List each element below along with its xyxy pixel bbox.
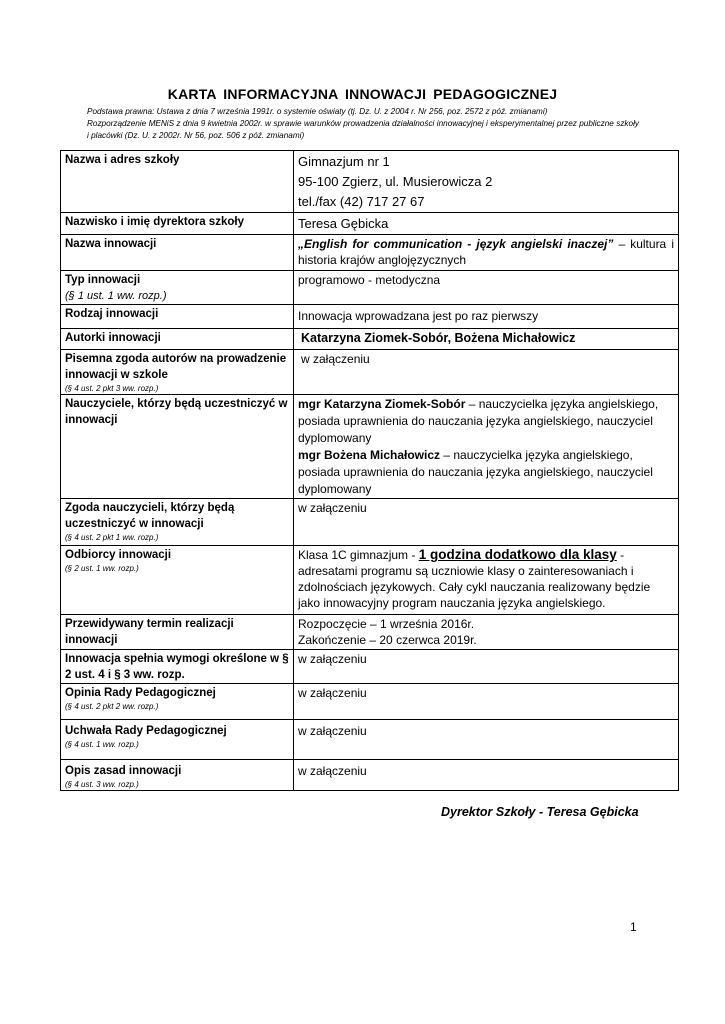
consent-authors-note: (§ 4 ust. 2 pkt 3 ww. rozp.) [65, 384, 159, 393]
value-teachers [294, 395, 679, 499]
teacher-1-name: mgr Katarzyna Ziomek-Sobór [298, 397, 466, 411]
row-consent-teachers [61, 499, 679, 546]
row-resolution [61, 720, 679, 760]
row-teachers [61, 395, 679, 499]
label-teachers: Nauczyciele, którzy będą uczestniczyć w innowacji [61, 395, 294, 499]
school-address: 95-100 Zgierz, ul. Musierowicza 2 [298, 174, 493, 189]
label-authors: Autorki innowacji [61, 329, 294, 350]
label-director: Nazwisko i imię dyrektora szkoły [61, 213, 294, 235]
consent-authors-label-text: Pisemna zgoda autorów na prowadzenie innowacji w szkole [65, 353, 287, 381]
innovation-title: „English for communication - język angielski inaczej” [298, 237, 614, 251]
type-note: (§ 1 ust. 1 ww. rozp.) [65, 290, 167, 302]
row-school [61, 151, 679, 213]
value-resolution: w załączeniu [294, 720, 679, 760]
row-authors [61, 329, 679, 350]
row-schedule [61, 615, 679, 650]
teacher-1 [298, 396, 674, 447]
row-innovation-name [61, 235, 679, 271]
value-type: programowo - metodyczna [294, 271, 679, 305]
value-kind: Innowacja wprowadzana jest po raz pierwszy [294, 305, 679, 329]
innovation-card-table [60, 150, 679, 791]
label-school: Nazwa i adres szkoły [61, 151, 294, 213]
label-principles [61, 760, 294, 791]
recipients-label-text: Odbiorcy innowacji [65, 549, 172, 561]
recipients-note: (§ 2 ust. 1 ww. rozp.) [65, 564, 139, 573]
schedule-end: Zakończenie – 20 czerwca 2019r. [298, 633, 477, 647]
row-principles [61, 760, 679, 791]
label-kind: Rodzaj innowacji [61, 305, 294, 329]
page-number: 1 [630, 920, 637, 934]
value-principles: w załączeniu [294, 760, 679, 791]
value-school [294, 151, 679, 213]
legal-basis [87, 106, 639, 142]
row-director [61, 213, 679, 235]
label-type [61, 271, 294, 305]
value-opinion: w załączeniu [294, 684, 679, 720]
recipients-prefix: Klasa 1C gimnazjum - [298, 548, 419, 562]
legal-basis-line: Podstawa prawna: Ustawa z dnia 7 września 1991r. o systemie oświaty (tj. Dz. U. z 2004 r. Nr 256, poz. 2572 z póź. zmianami) [87, 107, 548, 116]
opinion-note: (§ 4 ust. 2 pkt 2 ww. rozp.) [65, 702, 159, 711]
opinion-label-text: Opinia Rady Pedagogicznej [65, 687, 216, 699]
value-authors: Katarzyna Ziomek-Sobór, Bożena Michałowicz [294, 329, 679, 350]
resolution-label-text: Uchwała Rady Pedagogicznej [65, 725, 227, 737]
label-consent-teachers [61, 499, 294, 546]
type-label-text: Typ innowacji [65, 274, 141, 286]
page-title: KARTA INFORMACYJNA INNOWACJI PEDAGOGICZNEJ [167, 86, 558, 102]
director-signature: Dyrektor Szkoły - Teresa Gębicka [441, 805, 639, 819]
label-schedule: Przewidywany termin realizacji innowacji [61, 615, 294, 650]
label-resolution [61, 720, 294, 760]
row-consent-authors [61, 350, 679, 395]
principles-label-text: Opis zasad innowacji [65, 765, 182, 777]
innovation-subtitle: – kultura i historia krajów anglojęzycznych [298, 237, 674, 267]
value-consent-teachers: w załączeniu [294, 499, 679, 546]
row-opinion [61, 684, 679, 720]
value-recipients [294, 546, 679, 615]
recipients-highlight: 1 godzina dodatkowo dla klasy [418, 547, 617, 562]
resolution-note: (§ 4 ust. 1 ww. rozp.) [65, 740, 139, 749]
teacher-1-description: – nauczycielka języka angielskiego, posiada uprawnienia do nauczania języka angielskiego, nauczyciel dyplomowany [298, 397, 659, 445]
value-innovation-name [294, 235, 679, 271]
label-requirements: Innowacja spełnia wymogi określone w § 2 ust. 4 i § 3 ww. rozp. [61, 650, 294, 684]
consent-teachers-label-text: Zgoda nauczycieli, którzy będą uczestniczyć w innowacji [65, 502, 235, 530]
row-requirements [61, 650, 679, 684]
label-opinion [61, 684, 294, 720]
label-innovation-name: Nazwa innowacji [61, 235, 294, 271]
teacher-2 [298, 447, 674, 498]
legal-basis-line: Rozporządzenie MENiS z dnia 9 kwietnia 2002r. w sprawie warunków prowadzenia działalności innowacyjnej i eksperymentalnej przez publiczne szkoły i placówki (Dz. U. z 2002r. Nr 56, poz. 506 z póź. zmianami) [87, 119, 639, 140]
recipients-description: - adresatami programu są uczniowie klasy o zainteresowaniach i zdolnościach językowych. Cały cykl nauczania realizowany będzie jako innowacyjny program nauczania języka angielskiego. [298, 548, 651, 610]
consent-teachers-note: (§ 4 ust. 2 pkt 1 ww. rozp.) [65, 533, 159, 542]
teacher-2-name: mgr Bożena Michałowicz [298, 448, 441, 462]
school-phone: tel./fax (42) 717 27 67 [298, 194, 425, 209]
row-recipients [61, 546, 679, 615]
teacher-2-description: – nauczycielka języka angielskiego, posiada uprawnienia do nauczania języka angielskiego, nauczyciel dyplomowany [298, 448, 653, 496]
schedule-start: Rozpoczęcie – 1 września 2016r. [298, 617, 475, 631]
principles-note: (§ 4 ust. 3 ww. rozp.) [65, 780, 139, 789]
school-name: Gimnazjum nr 1 [298, 154, 390, 169]
value-director: Teresa Gębicka [294, 213, 679, 235]
value-consent-authors: w załączeniu [294, 350, 679, 395]
label-recipients [61, 546, 294, 615]
label-consent-authors [61, 350, 294, 395]
row-kind [61, 305, 679, 329]
row-type [61, 271, 679, 305]
value-schedule [294, 615, 679, 650]
value-requirements: w załączeniu [294, 650, 679, 684]
